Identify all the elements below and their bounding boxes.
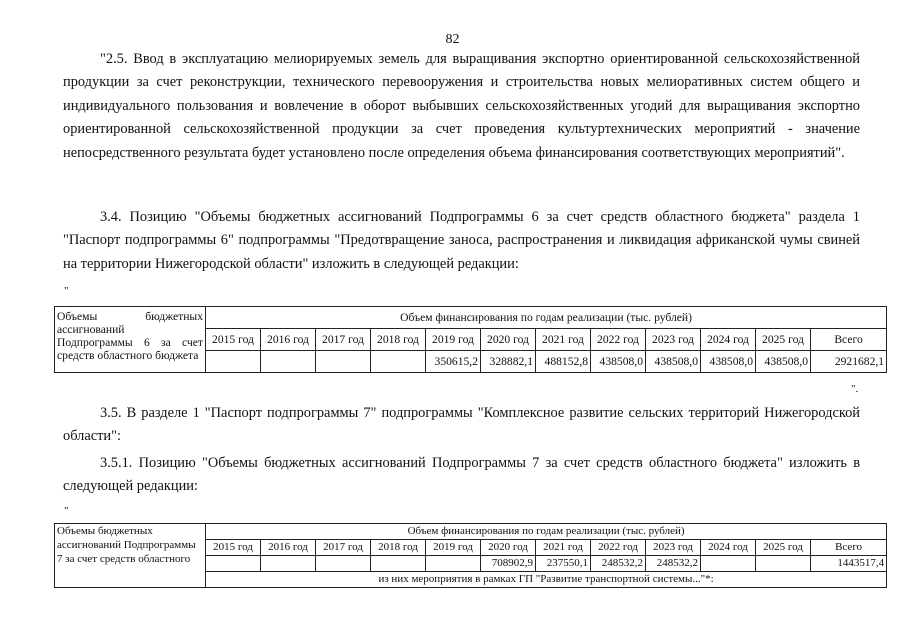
table1-value-cell xyxy=(206,351,261,373)
table-subprogram-7 xyxy=(54,523,887,588)
table1-label: Объемы бюджетных ассигнований Подпрограммы 6 за счет средств областного бюджета xyxy=(55,307,206,373)
table2-year-header: 2019 год xyxy=(426,540,481,556)
table2-value-cell xyxy=(371,556,426,572)
table2-year-header: 2023 год xyxy=(646,540,701,556)
quote-open-2: " xyxy=(64,505,69,517)
paragraph-3-4: 3.4. Позицию "Объемы бюджетных ассигнований Подпрограммы 6 за счет средств областного бюджета" раздела 1 "Паспорт подпрограммы 6" подпрограммы "Предотвращение заноса, распространения и ликвидация африканской чумы свиней на территории Нижегородской области" изложить в следующей редакции: xyxy=(63,209,860,272)
table1-year-header: 2016 год xyxy=(261,329,316,351)
table1-year-header: 2022 год xyxy=(591,329,646,351)
table1-year-header: 2017 год xyxy=(316,329,371,351)
table2-value-cell: 1443517,4 xyxy=(811,556,887,572)
table2-value-cell: 237550,1 xyxy=(536,556,591,572)
table2-year-header: 2024 год xyxy=(701,540,756,556)
table2-value-cell: 708902,9 xyxy=(481,556,536,572)
table2-year-header: 2016 год xyxy=(261,540,316,556)
table2-header: Объем финансирования по годам реализации (тыс. рублей) xyxy=(206,524,887,540)
table1-value-cell xyxy=(316,351,371,373)
table1-value-cell: 438508,0 xyxy=(646,351,701,373)
table1-year-header: 2019 год xyxy=(426,329,481,351)
paragraph-2-5: "2.5. Ввод в эксплуатацию мелиорируемых земель для выращивания экспортно ориентированной сельскохозяйственной продукции за счет реконструкции, технического перевооружения и строительства новых мелиоративных систем общего и индивидуального пользования и вовлечение в оборот выбывших сельскохозяйственных угодий для выращивания экспортно ориентированной сельскохозяйственной продукции за счет проведения культуртехнических мероприятий - значение непосредственного результата будет установлено после определения объема финансирования соответствующих мероприятий". xyxy=(63,51,860,161)
quote-open-1: " xyxy=(64,285,69,297)
table1-value-cell xyxy=(371,351,426,373)
table2-value-cell xyxy=(426,556,481,572)
table2-value-cell: 248532,2 xyxy=(591,556,646,572)
table1-year-header: 2020 год xyxy=(481,329,536,351)
table2-year-header: 2021 год xyxy=(536,540,591,556)
table2-value-cell: 248532,2 xyxy=(646,556,701,572)
table1-value-cell: 488152,8 xyxy=(536,351,591,373)
table1-value-cell: 438508,0 xyxy=(591,351,646,373)
page-number: 82 xyxy=(445,32,460,47)
table1-year-header: 2023 год xyxy=(646,329,701,351)
table1-value-cell: 438508,0 xyxy=(756,351,811,373)
table2-year-header: 2022 год xyxy=(591,540,646,556)
table1-year-header: 2018 год xyxy=(371,329,426,351)
table2-value-cell xyxy=(316,556,371,572)
table2-year-header: Всего xyxy=(811,540,887,556)
table1-value-cell xyxy=(261,351,316,373)
table2-year-header: 2020 год xyxy=(481,540,536,556)
quote-close-1: ". xyxy=(851,383,859,395)
table-subprogram-6 xyxy=(54,306,887,373)
table2-year-header: 2025 год xyxy=(756,540,811,556)
table1-header: Объем финансирования по годам реализации (тыс. рублей) xyxy=(206,307,887,329)
table2-year-header: 2018 год xyxy=(371,540,426,556)
table1-value-cell: 350615,2 xyxy=(426,351,481,373)
table2-value-cell xyxy=(261,556,316,572)
table1-value-cell: 328882,1 xyxy=(481,351,536,373)
paragraph-3-5: 3.5. В разделе 1 "Паспорт подпрограммы 7" подпрограммы "Комплексное развитие сельских территорий Нижегородской области": xyxy=(63,405,860,445)
table1-value-cell: 438508,0 xyxy=(701,351,756,373)
table2-year-header: 2017 год xyxy=(316,540,371,556)
table1-year-header: 2025 год xyxy=(756,329,811,351)
table2-value-cell xyxy=(701,556,756,572)
table1-year-header: Всего xyxy=(811,329,887,351)
table1-value-cell: 2921682,1 xyxy=(811,351,887,373)
table2-subrow: из них мероприятия в рамках ГП "Развитие транспортной системы..."*: xyxy=(206,572,887,588)
table2-label: Объемы бюджетных ассигнований Подпрограммы 7 за счет средств областного xyxy=(55,524,206,588)
table2-value-cell xyxy=(206,556,261,572)
paragraph-3-5-1: 3.5.1. Позицию "Объемы бюджетных ассигнований Подпрограммы 7 за счет средств областного бюджета" изложить в следующей редакции: xyxy=(63,455,860,495)
table2-value-cell xyxy=(756,556,811,572)
table2-year-header: 2015 год xyxy=(206,540,261,556)
table1-year-header: 2024 год xyxy=(701,329,756,351)
table1-year-header: 2021 год xyxy=(536,329,591,351)
table1-year-header: 2015 год xyxy=(206,329,261,351)
